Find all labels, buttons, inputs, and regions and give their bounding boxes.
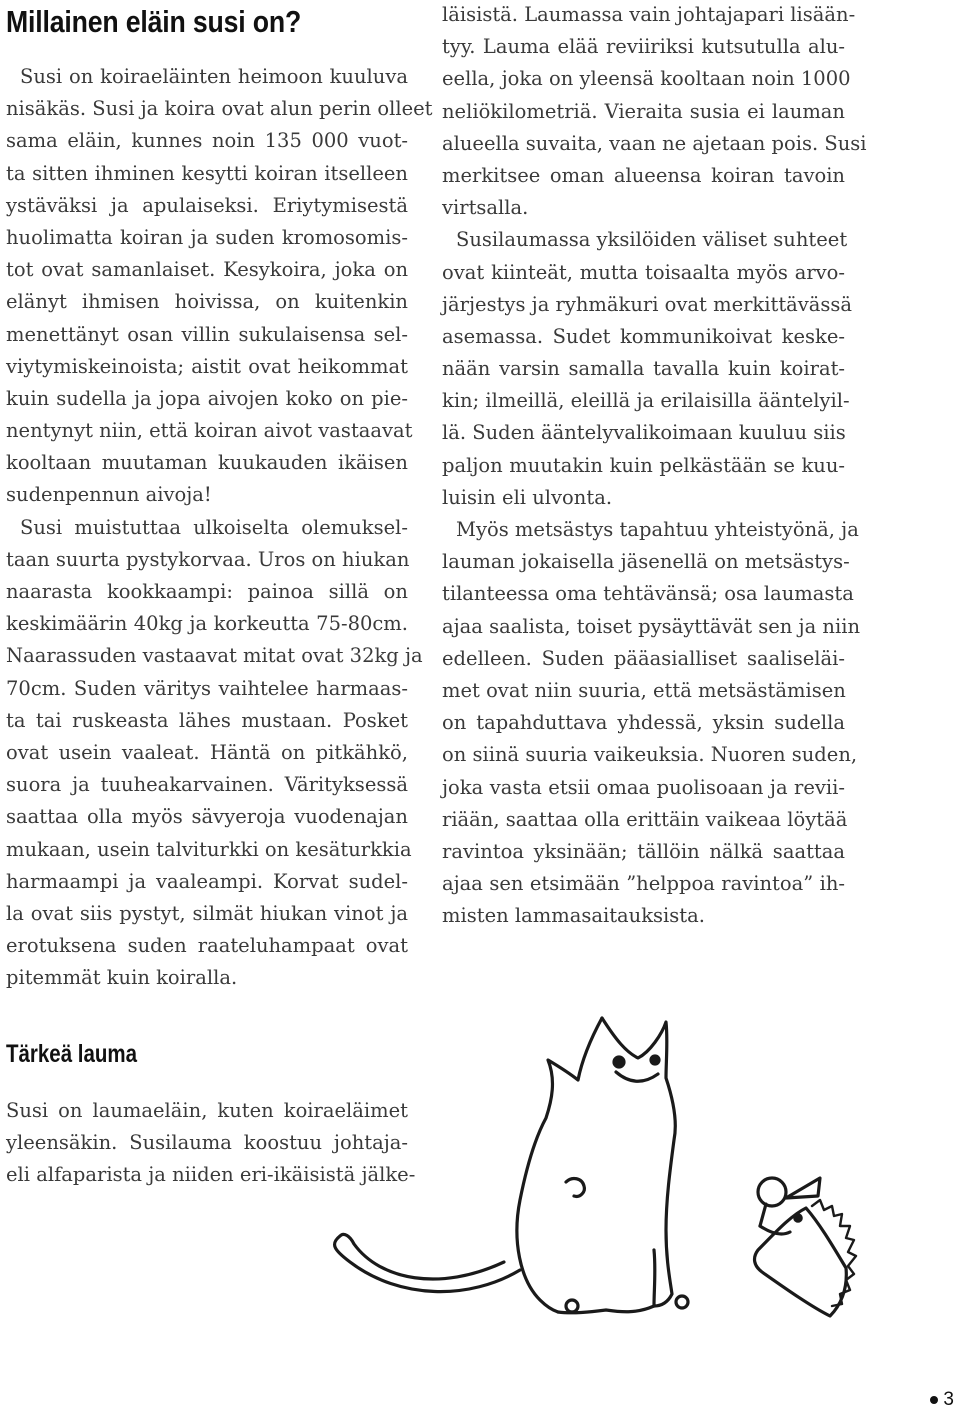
body-text-line: tyy. Lauma elää reviiriksi kutsutulla alu- [442,35,845,59]
body-text-line: neliökilometriä. Vieraita susia ei lauman [442,99,845,123]
hedgehog-eye [795,1215,801,1221]
body-text-line: la ovat siis pystyt, silmät hiukan vinot ja [6,901,408,925]
body-text-line: eli alfaparista ja niiden eri-ikäisistä jälke- [6,1163,416,1187]
wolf-body-outline [517,1018,602,1312]
body-text-line: edelleen. Suden pääasialliset saaliseläi- [442,646,845,670]
body-text-line: riään, saattaa olla erittäin vaikeaa löytää [442,807,848,831]
body-text-line: harmaampi ja vaaleampi. Korvat sudel- [6,869,408,893]
body-text-line: luisin eli ulvonta. [442,485,613,509]
body-text-line: tilanteessa oma tehtävänsä; osa laumasta [442,582,854,606]
wolf-arm [566,1179,584,1197]
body-text-line: Naarassuden vastaavat mitat ovat 32kg ja [6,644,423,668]
hedgehog-hat [786,1178,820,1198]
hedgehog-body [755,1208,847,1316]
right-column-text [442,0,867,932]
body-text-line: sudenpennun aivoja! [6,483,212,507]
body-text-line: kin; ilmeillä, eleillä ja erilaisilla ääntelyil- [442,389,850,413]
wolf-face-line [616,1072,658,1081]
hedgehog-arm [760,1226,790,1234]
body-text-line: ovat usein vaaleat. Häntä on pitkähkö, [6,740,408,764]
body-text-line: asemassa. Sudet kommunikoivat keske- [442,324,845,348]
left-column-text [6,61,433,994]
body-text-line: keskimäärin 40kg ja korkeutta 75-80cm. [6,612,408,636]
wolf-foot-left [566,1300,578,1312]
body-text-line: lä. Suden ääntelyvalikoimaan kuuluu siis [442,421,846,445]
body-text-line: kuin sudella ja jopa aivojen koko on pie- [6,386,408,410]
body-text-line: ystäväksi ja apulaiseksi. Eriytymisestä [6,193,408,217]
wolf-tail [335,1234,520,1291]
wolf-leg-line [654,1250,655,1306]
body-text-line: 70cm. Suden väritys vaihtelee harmaas- [6,676,408,700]
body-text-line: järjestys ja ryhmäkuri ovat merkittävässä [442,292,853,316]
body-text-line: Susi on koiraeläinten heimoon kuuluva [20,65,408,88]
body-text-line: tot ovat samanlaiset. Kesykoira, joka on [6,258,408,282]
body-text-line: elänyt ihmisen hoivissa, on kuitenkin [6,290,408,314]
body-text-line: eella, joka on yleensä kooltaan noin 1000 [442,67,851,91]
body-text-line: nentynyt niin, että koiran aivot vastaavat [6,419,413,443]
wolf-foot-right [676,1296,688,1308]
body-text-line: pitemmät kuin koiralla. [6,966,238,990]
body-text-line: Myös metsästys tapahtuu yhteistyönä, ja [456,518,859,541]
page-number [930,1389,954,1411]
body-text-line: yleensäkin. Susilauma koostuu johtaja- [6,1131,408,1155]
body-text-line: ovat kiinteät, mutta toisaalta myös arvo- [442,260,845,284]
wolf-eye-right [651,1056,659,1064]
body-text-line: läisistä. Laumassa vain johtajapari lisään- [442,3,856,26]
body-text-line: kooltaan muutaman kuukauden ikäisen [6,451,408,475]
body-text-line: lauman jokaisella jäsenellä on metsästys- [442,550,850,574]
magnifier-handle [760,1204,766,1226]
body-text-line: ta tai ruskeasta lähes mustaan. Posket [6,708,408,732]
body-text-line: menettänyt osan villin sukulaisensa sel- [6,322,408,346]
page-title: Millainen eläin susi on? [6,4,302,39]
body-text-line: misten lammasaitauksista. [442,904,705,928]
body-text-line: joka vasta etsii omaa puolisoaan ja revii- [442,775,845,799]
body-text-line: alueella suvaita, vaan ne ajetaan pois. Susi [442,131,867,155]
body-text-line: erotuksena suden raateluhampaat ovat [6,934,408,958]
body-text-line: suora ja tuuheakarvainen. Värityksessä [6,773,408,797]
body-text-line: nisäkäs. Susi ja koira ovat alun perin olleet [6,97,433,121]
body-text-line: Susilaumassa yksilöiden väliset suhteet [456,228,848,252]
body-text-line: paljon muutakin kuin pelkästään se kuu- [442,453,845,477]
body-text-line: Susi muistuttaa ulkoiselta olemuksel- [20,515,408,539]
body-text-line: Susi on laumaeläin, kuten koiraeläimet [6,1099,408,1122]
wolf-and-hedgehog-drawing-icon [320,1000,880,1360]
body-text-line: ta sitten ihminen kesytti koiran itselleen [6,161,408,185]
section-heading-tarkea-lauma: Tärkeä lauma [6,1040,138,1068]
body-text-line: naarasta kookkaampi: painoa sillä on [6,580,408,603]
body-text-line: taan suurta pystykorvaa. Uros on hiukan [6,547,410,571]
page-number-value: 3 [943,1389,954,1410]
bullet-dot-icon [930,1396,938,1404]
body-text-line: ravintoa yksinään; tällöin nälkä saattaa [442,839,845,863]
body-text-line: ajaa sen etsimään ”helppoa ravintoa” ih- [442,872,845,896]
body-text-line: saattaa olla myös sävyeroja vuodenajan [6,805,408,829]
magnifier-glass [758,1178,786,1206]
body-text-line: mukaan, usein talviturkki on kesäturkkia [6,837,412,861]
body-text-line: huolimatta koiran ja suden kromosomis- [6,225,408,249]
body-text-line: ajaa saalista, toiset pysäyttävät sen ja niin [442,614,861,638]
body-text-line: on siinä suuria vaikeuksia. Nuoren suden, [442,743,858,767]
body-text-line: viytymiskeinoista; aistit ovat heikommat [6,354,408,378]
body-text-line: met ovat niin suuria, että metsästämisen [442,678,846,702]
wolf-eye-left [614,1057,624,1067]
body-text-line: on tapahduttava yhdessä, yksin sudella [442,711,845,735]
body-text-line: merkitsee oman alueensa koiran tavoin [442,163,845,187]
body-text-line: virtsalla. [442,196,529,220]
hedgehog-spikes [812,1200,856,1306]
body-text-line: sama eläin, kunnes noin 135 000 vuot- [6,129,408,153]
body-text-line: nään varsin samalla tavalla kuin koirat- [442,357,845,381]
